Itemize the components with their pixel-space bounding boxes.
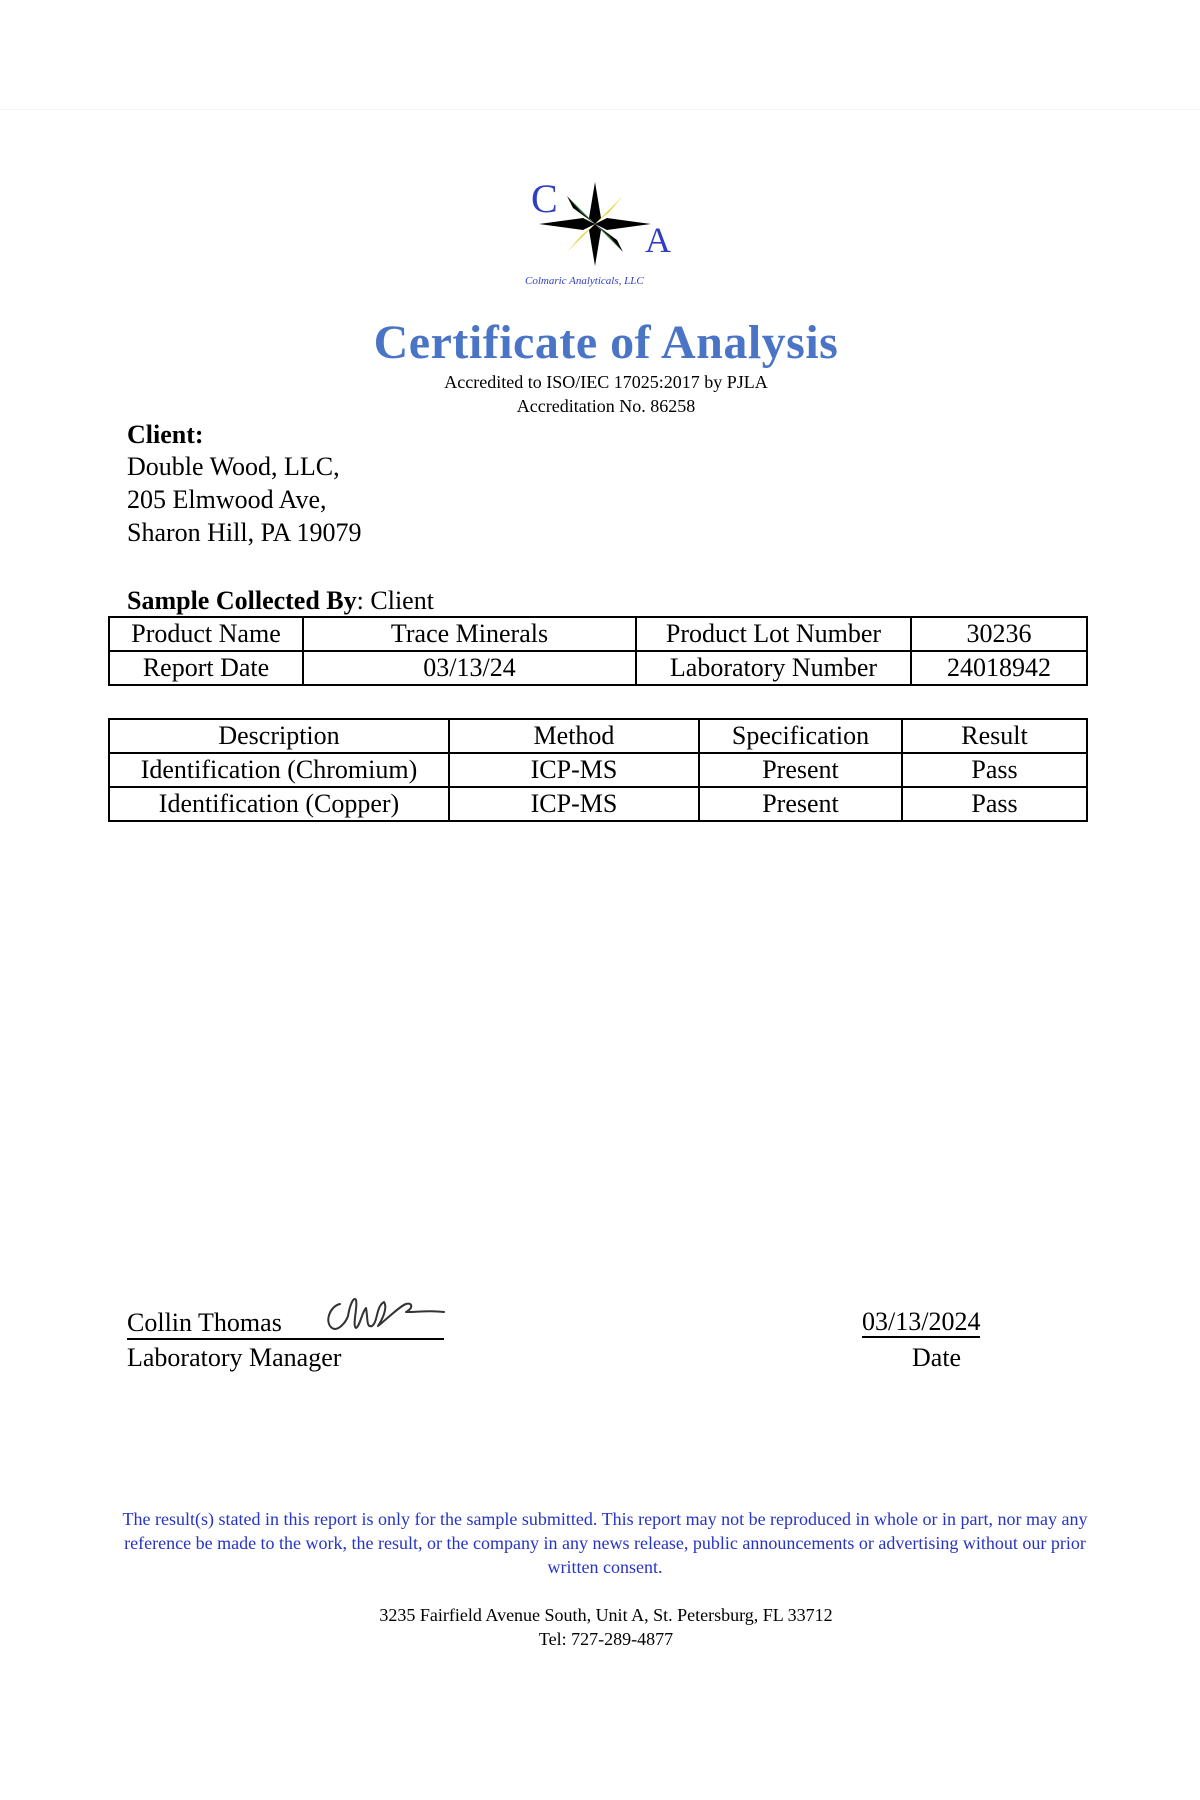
- table-header-cell: Description: [109, 719, 449, 753]
- table-row: [109, 753, 1087, 787]
- table-cell: 24018942: [911, 651, 1087, 685]
- logo-company-name: Colmaric Analyticals, LLC: [525, 275, 644, 287]
- page-title: Certificate of Analysis: [373, 316, 839, 369]
- table-row: [109, 651, 1087, 685]
- table-cell: 30236: [911, 617, 1087, 651]
- company-logo: [525, 172, 705, 292]
- table-cell: Pass: [902, 787, 1087, 821]
- signoff-date: 03/13/2024: [862, 1307, 981, 1336]
- table-cell: Trace Minerals: [303, 617, 636, 651]
- signer-role: Laboratory Manager: [127, 1343, 342, 1372]
- table-cell: Product Name: [109, 617, 303, 651]
- table-cell: Report Date: [109, 651, 303, 685]
- sample-collected-by: [127, 586, 434, 616]
- disclaimer-text: The result(s) stated in this report is only for the sample submitted. This report may not be reproduced in whole or in part, nor may any reference be made to the work, the result, or the company in any news release, public announcements or advertising without our prior written consent.: [122, 1509, 1088, 1577]
- accreditation-number: Accreditation No. 86258: [516, 396, 696, 416]
- table-header-cell: Result: [902, 719, 1087, 753]
- footer-address: [0, 1603, 1200, 1651]
- table-cell: Identification (Copper): [109, 787, 449, 821]
- table-cell: Present: [699, 787, 902, 821]
- table-cell: Identification (Chromium): [109, 753, 449, 787]
- date-label: Date: [912, 1343, 962, 1372]
- table-header-row: [109, 719, 1087, 753]
- table-cell: Pass: [902, 753, 1087, 787]
- table-header-cell: Method: [449, 719, 699, 753]
- table-row: [109, 787, 1087, 821]
- sample-collected-label: Sample Collected By: [127, 586, 357, 615]
- top-band: [0, 0, 1200, 110]
- table-cell: ICP-MS: [449, 787, 699, 821]
- product-info-table: [108, 616, 1088, 686]
- accreditation-line: Accredited to ISO/IEC 17025:2017 by PJLA: [444, 372, 768, 392]
- phone-line: Tel: 727-289-4877: [538, 1629, 674, 1649]
- table-cell: 03/13/24: [303, 651, 636, 685]
- address-line: 3235 Fairfield Avenue South, Unit A, St. Petersburg, FL 33712: [379, 1605, 833, 1625]
- handwritten-signature: [318, 1282, 448, 1342]
- table-cell: Present: [699, 753, 902, 787]
- logo-letter-right: A: [645, 220, 671, 260]
- table-row: [109, 617, 1087, 651]
- table-header-cell: Specification: [699, 719, 902, 753]
- results-table: [108, 718, 1088, 822]
- table-cell: Laboratory Number: [636, 651, 911, 685]
- client-city: Sharon Hill, PA 19079: [127, 518, 362, 547]
- client-label: Client:: [127, 420, 204, 449]
- client-name: Double Wood, LLC,: [127, 452, 340, 481]
- client-street: 205 Elmwood Ave,: [127, 485, 327, 514]
- logo-letter-left: C: [531, 176, 558, 221]
- table-cell: Product Lot Number: [636, 617, 911, 651]
- compass-star-icon: [525, 172, 705, 292]
- signer-name: Collin Thomas: [127, 1308, 282, 1337]
- sample-collected-value: : Client: [356, 586, 434, 615]
- table-cell: ICP-MS: [449, 753, 699, 787]
